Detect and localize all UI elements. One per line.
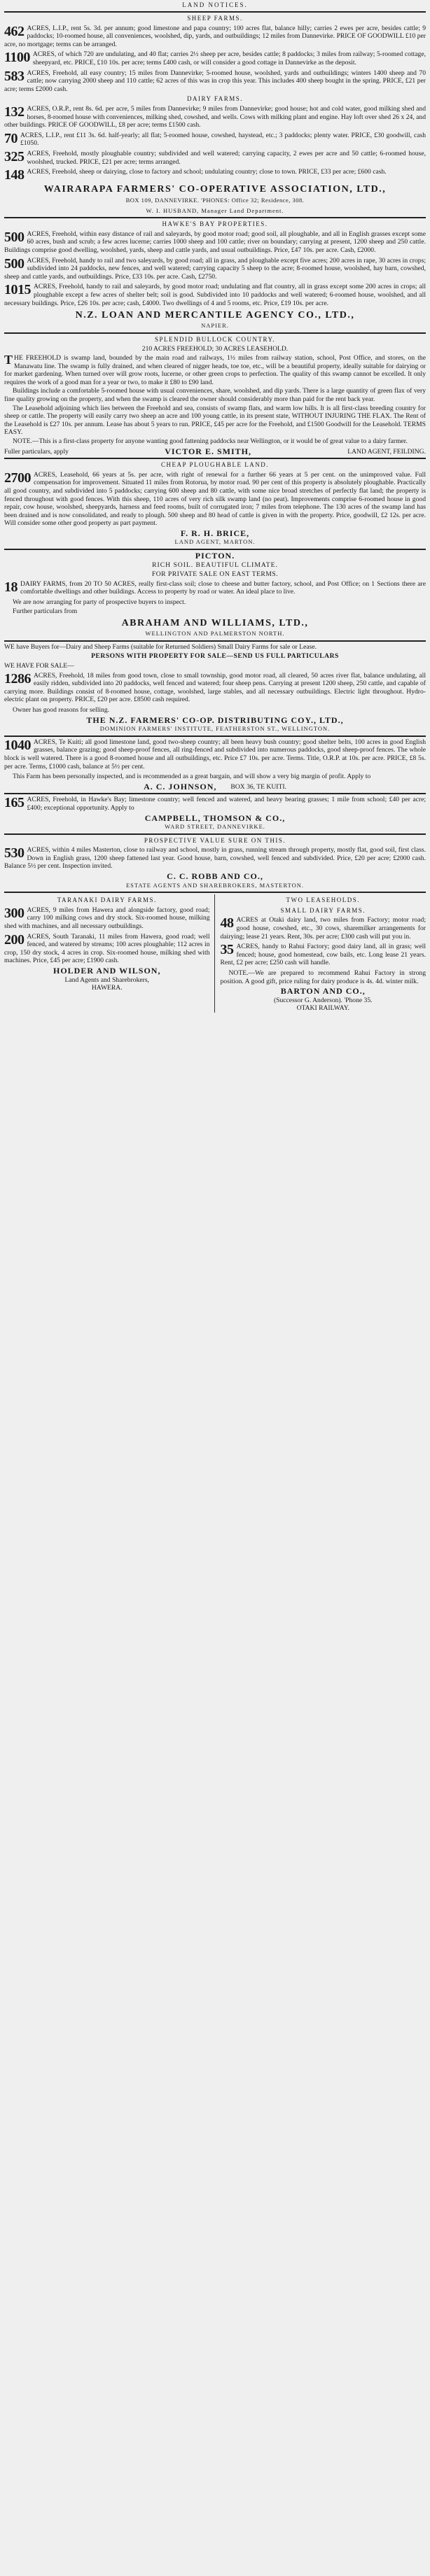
left-column (4, 894, 215, 1013)
drop-cap: T (4, 353, 13, 367)
listing-text: ACRES, Freehold, handy to rail and saleyards, by good motor road; undulating and flat country, all in grass except some 200 acres in crops; all ploughable except a few acres of shelter belt; soil is good. Subdivided into 10 paddocks and well watered; 6-roomed house, woolshed, and all necessary buildings. Price, £26 10s. per acre; cash, £4000. Two dwellings of 4 and 5 rooms, etc. Price, £19 10s. per acre. (4, 283, 426, 307)
divider (4, 332, 426, 334)
acreage: 325 (4, 148, 25, 164)
divider (4, 217, 426, 218)
agent-location: WARD STREET, DANNEVIRKE. (165, 823, 265, 831)
listing (4, 796, 426, 812)
acreage: 132 (4, 104, 25, 120)
agent-location: HAWERA. (91, 984, 123, 992)
listing (4, 580, 426, 596)
section-header-sheep: SHEEP FARMS. (187, 15, 243, 22)
body-paragraph: We are now arranging for party of prospective buyers to inspect. (13, 598, 186, 607)
section-header-bullock: SPLENDID BULLOCK COUNTRY. (154, 335, 276, 343)
right-column (221, 894, 426, 1013)
listing (4, 50, 426, 66)
agent-location: ESTATE AGENTS AND SHAREBROKERS, MASTERTON. (125, 881, 305, 889)
section-subheader: RICH SOIL. BEAUTIFUL CLIMATE. (152, 561, 278, 569)
body-paragraph: The Leasehold adjoining which lies between the Freehold and sea, consists of swamp flats, and warm low hills. It is all first-class breeding country for sheep or cattle. The property will easily carry two sheep an acre and 100 young cattle, in its present state, WITHOUT INJURING THE FLAX. The Rent of the Leasehold is £27 10s. per annum. Lease has about 5 years to run. PRICE, £45 per acre for the Freehold, and £1500 Goodwill for the Leasehold. TERMS EASY. (4, 404, 426, 437)
divider (4, 793, 426, 794)
acreage: 35 (220, 942, 234, 958)
listing-text: ACRES, Freehold, mostly ploughable country; subdivided and well watered; carrying capacity, 2 ewes per acre and 50 cattle; 6-roomed house, woolshed, trucked. PRICE, £21 per acre; terms arranged. (27, 149, 426, 166)
listing (4, 105, 426, 129)
body-paragraph (4, 354, 426, 386)
acreage: 18 (4, 579, 18, 595)
listing-text: ACRES, Freehold, within easy distance of rail and saleyards, by good motor road; good soil, all ploughable, and all in English grasses except some 60 acres, bush and scrub; a few acres lucerne; carries 1000 sheep and 100 cattle; river on boundary; carrying at present, 1200 sheep and 250 cattle. Buildings comprise good dwelling, woolshed, yards, sheep and cattle yards, and usual outbuildings. Price, £47 10s. per acre. Cash, £2000. (4, 230, 426, 255)
listing-text: ACRES, South Taranaki, 11 miles from Hawera, good road; well fenced, and watered by streams; 100 acres ploughable; 112 acres in crop, 150 dry stock, 4 acres in crop. Six-roomed house, milking shed with machines. Price, £45 per acre; £1900 cash. (4, 932, 210, 965)
section-header-picton: PICTON. (195, 551, 235, 561)
agent-name: A. C. JOHNSON, (144, 781, 217, 791)
listing-text: ACRES, handy to Rahui Factory; good dairy land, all in grass; well fenced; house, good homestead, cow bails, etc. Long lease 21 years. Rent, £2 per acre; £250 cash will handle. (220, 943, 426, 967)
acreage: 148 (4, 167, 25, 183)
agent-role: LAND AGENT, FEILDING. (347, 447, 426, 456)
section-header-hawkes-bay: HAWKE'S BAY PROPERTIES. (162, 220, 268, 228)
acreage: 500 (4, 229, 25, 245)
agent-role: (Successor G. Anderson). 'Phone 35. (273, 996, 373, 1004)
acreage: 2700 (4, 470, 31, 486)
listing-text: ACRES, Freehold, in Hawke's Bay; limestone country; well fenced and watered, and heavy bearing grasses; 1 mile from school; £40 per acre; £400; exceptional opportunity. Apply to (27, 796, 426, 812)
agent-location: NAPIER. (201, 322, 229, 330)
section-subheader: FOR PRIVATE SALE ON EAST TERMS. (151, 570, 279, 579)
listing-text: ACRES, 9 miles from Hawera and alongside factory, good road; carry 100 milking cows and dry stock. Six-roomed house, milking shed with machines, and all necessary outbuildings. (4, 906, 210, 931)
listing (4, 168, 426, 181)
listing (4, 132, 426, 148)
divider (4, 458, 426, 459)
divider (4, 892, 426, 893)
divider (4, 736, 426, 737)
divider (4, 11, 426, 13)
acreage: 500 (4, 255, 25, 272)
signature-row (4, 783, 426, 791)
listing (4, 230, 426, 255)
listing (4, 24, 426, 49)
body-paragraph: This Farm has been personally inspected, and is recommended as a great bargain, and will show a very big margin of profit. Apply to (13, 773, 371, 781)
signature-row (4, 448, 426, 456)
agent-name: F. R. H. BRICE, (180, 528, 250, 538)
agent-name: ABRAHAM AND WILLIAMS, LTD., (121, 618, 309, 629)
divider (4, 640, 426, 642)
listing (221, 943, 426, 967)
agent-name: THE N.Z. FARMERS' CO-OP. DISTRIBUTING COY., LTD., (86, 715, 344, 725)
listing-text: DAIRY FARMS, from 20 TO 50 ACRES, really first-class soil; close to cheese and butter factory, school, and Post Office; on 1 Sections there are comfortable dwellings and other buildings. Access to property by road or water. An ideal place to live. (20, 579, 426, 596)
acreage: 70 (4, 130, 18, 146)
acreage: 200 (4, 931, 25, 948)
body-paragraph: NOTE.—This is a first-class property for anyone wanting good fattening paddocks near Wellington, or it would be of great value to a dairy farmer. (13, 437, 408, 445)
listing-text: ACRES, Freehold, handy to rail and two saleyards, by good road; all in grass, and ploughable except five acres; 200 acres in rape, 30 acres in crops; subdivided into 24 paddocks, new fences, and well watered; carrying capacity 5 sheep to the acre; 8-roomed house, woolshed, hay barn, cowshed, sheep and cattle yards, and outbuildings. Price, £33 10s. per acre. Cash, £2750. (4, 256, 426, 281)
listing-text: ACRES, O.R.P., rent 8s. 6d. per acre, 5 miles from Dannevirke; 9 miles from Dannevirke; good house; hot and cold water, good milking shed and horses, 8-roomed house with conveniences, milking shed, cowshed, and wells. Cows with milking plant and engine. Hay loft over shed 26 x 24, and other buildings. PRICE OF GOODWILL, £8 per acre; terms £1500 cash. (4, 104, 426, 129)
listing (4, 471, 426, 528)
listing-text: ACRES, Leasehold, 66 years at 5s. per acre, with right of renewal for a further 66 years at 5 per cent. on the unimproved value. Full compensation for improvement. Situated 11 miles from Rotorua, by motor road. 90 per cent of this property is absolutely ploughable. Practically all good country, and subdivided into 5 paddocks; carrying 600 sheep and 80 cattle, with some nice broad stretches of perfectly flat land; the property is fenced throughout with good fences. With this sheep, 110 acres of very rich silk swamp land (no peat). Improvements comprise 6-roomed house in good repair, cow house, woolshed, sheepyards, harness and feed rooms, built of corrugated iron; 7 miles from telephone. The 130 acres of the swamp land has been drained and is now consolidated, and ready to plough. 500 sheep and 80 head of cattle is given in with the property. Price, goodwill, £2 12s. per acre. Will consider some other good property as part payment. (4, 470, 426, 528)
section-header-taranaki: TARANAKI DAIRY FARMS. (57, 896, 157, 904)
agent-name: HOLDER AND WILSON, (53, 966, 161, 976)
acreage: 1015 (4, 282, 31, 298)
listing (4, 846, 426, 871)
acreage: 300 (4, 905, 25, 921)
section-header-leaseholds: TWO LEASEHOLDS. (286, 896, 360, 904)
listing (4, 150, 426, 166)
agent-location: DOMINION FARMERS' INSTITUTE, FEATHERSTON ST., WELLINGTON. (99, 725, 331, 733)
acreage: 530 (4, 845, 25, 861)
acreage: 1286 (4, 670, 31, 687)
apply-text: Fuller particulars, apply (4, 447, 69, 456)
listing-text: ACRES, L.I.P., rent £11 3s. 6d. half-yearly; all flat; 5-roomed house, cowshed, haystead, etc.; 3 paddocks; plenty water. PRICE, £30 goodwill, cash £1050. (20, 131, 426, 148)
listing (4, 906, 210, 931)
listing-text: ACRES, within 4 miles Masterton, close to railway and school, mostly in grass, running stream through property, mostly flat, good soil, first class. Down in English grass, 1200 sheep fattened last year. Good house, barn, cowshed, well fenced and subdivided. Price, £20 per acre; £2000 cash. Balance 5½ per cent. Inspection invited. (4, 846, 426, 871)
body-text: HE FREEHOLD is swamp land, bounded by the main road and railways, 1½ miles from railway station, school, Post Office, and stores, on the Manawatu line. The swamp is fully drained, and when cleared of nigger heads, toe toe, etc., will be a beautiful property, ideally suitable for dairying or for market gardening. When turned over will grow roots, lucerne, or other green crops to perfection. The quality of this swamp cannot be excelled. It only requires the work of a good man for a year or two, to make it £80 to £90 land. (4, 354, 426, 386)
section-subheader: PERSONS WITH PROPERTY FOR SALE—SEND US FULL PARTICULARS (91, 652, 339, 661)
listing-text: ACRES at Otaki dairy land, two miles from Factory; motor road; good house, cowshed, etc., 30 cows, sharemilker arrangements for dairying; lease 21 years. Rent, 30s. per acre; £300 cash will put you in. (220, 916, 426, 941)
listing (4, 672, 426, 704)
acreage: 1100 (4, 50, 30, 66)
agent-name: BARTON AND CO., (280, 986, 366, 997)
body-paragraph: NOTE.—We are prepared to recommend Rahui Factory in strong position. A good gift, price ruling for dairy produce is 4s. 4d. winter milk. (220, 969, 426, 985)
listing (221, 916, 426, 941)
body-paragraph: WE have Buyers for—Dairy and Sheep Farms (suitable for Returned Soldiers) Small Dairy Farms for sale or Lease. (4, 642, 317, 651)
body-paragraph: Buildings include a comfortable 5-roomed house with usual conveniences, share, woolshed, and dip yards. There is a large quantity of green flax of very fine quality growing on the property, and when the swamp is cleared the owner should considerably more than paid for the rent back year. (4, 387, 426, 403)
agent-name: N.Z. LOAN AND MERCANTILE AGENCY CO., LTD., (75, 310, 355, 321)
agent-location: WELLINGTON AND PALMERSTON NORTH. (145, 630, 285, 638)
agent-name: C. C. ROBB AND CO., (167, 871, 263, 882)
acreage: 48 (220, 915, 234, 931)
listing (4, 257, 426, 281)
listing-text: ACRES, Te Kuiti; all good limestone land, good two-sheep country; all been heavy bush country; good shelter belts, 100 acres in good English grasses, balance grazing; good sheep-proof fences, all ring-fenced and subdivided into numerous paddocks, good sheep-proof fences. The whole block is well watered. There is a good 8-roomed house and all outbuildings, etc. Price £7 10s. per acre. Terms. Title, O.R.P. at 10s. per acre. PRICE, £8 5s. per acre. Terms, £1000 cash, balance at 5½ per cent. (4, 738, 426, 770)
acreage: 583 (4, 68, 25, 84)
section-header-prospective: PROSPECTIVE VALUE SURE ON THIS. (144, 836, 286, 844)
page-title: LAND NOTICES. (182, 1, 248, 8)
section-header-dairy: DAIRY FARMS. (186, 95, 243, 103)
agent-location: OTAKI RAILWAY. (296, 1004, 349, 1013)
agent-name: CAMPBELL, THOMSON & CO., (144, 812, 286, 823)
body-paragraph: Further particulars from (13, 607, 78, 615)
two-column-block (4, 894, 426, 1013)
listing-text: ACRES, Freehold, sheep or dairying, close to factory and school; undulating country; close to town. PRICE, £33 per acre; £600 cash. (27, 168, 387, 176)
listing (4, 69, 426, 94)
agent-contact: BOX 109, DANNEVIRKE. 'PHONES: Office 32; Residence, 308. (125, 197, 305, 204)
agent-manager: W. I. HUSBAND, Manager Land Department. (146, 206, 284, 214)
section-subheader: 210 ACRES FREEHOLD; 30 ACRES LEASEHOLD. (141, 345, 289, 353)
divider (4, 549, 426, 550)
agent-location: LAND AGENT, MARTON. (174, 538, 256, 546)
agent-location: BOX 36, TE KUITI. (230, 782, 286, 791)
section-header-cheap: CHEAP PLOUGHABLE LAND. (161, 461, 269, 469)
listing-text: ACRES, of which 720 are undulating, and 40 flat; carries 2½ sheep per acre, besides cattle; 8 paddocks; 3 miles from railway; 5-roomed cottage, sheepyard, etc. PRICE, £10 10s. per acre; terms £400 cash, or will consider a good cottage in Dannevirke as the deposit. (32, 50, 426, 66)
agent-name: VICTOR E. SMITH, (165, 446, 251, 456)
body-paragraph: Owner has good reasons for selling. (13, 705, 110, 714)
listing (4, 738, 426, 770)
listing (4, 933, 210, 965)
agent-role: Land Agents and Sharebrokers, (64, 976, 149, 984)
listing-text: ACRES, Freehold, 18 miles from good town, close to small township, good motor road, all cleared, 50 acres river flat, balance undulating, all easily ridden, subdivided into 20 paddocks, well fenced and watered; four sheep pens. Carrying at present 1200 sheep, 250 cattle, and capable of carrying more. Buildings consist of 8-roomed house, cottage, woolshed, large stables, and all necessary outbuildings. Electric light throughout. Hydro-electric plant on property. PRICE, £20 per acre. £8500 cash required. (4, 671, 426, 704)
acreage: 1040 (4, 737, 31, 753)
listing (4, 283, 426, 307)
section-subheader: WE HAVE FOR SALE— (4, 662, 74, 670)
listing-text: ACRES, Freehold, all easy country; 15 miles from Dannevirke; 5-roomed house, woolshed, yards and outbuildings; winters 1400 sheep and 70 cattle; now carrying 2000 sheep and 110 cattle; 62 acres of this was in crop this year. This includes 400 sheep bought in the spring. PRICE, £21 per acre; terms £2000 cash. (4, 69, 426, 93)
acreage: 462 (4, 23, 25, 39)
listing-text: ACRES, L.I.P., rent 5s. 3d. per annum; good limestone and papa country; 100 acres flat, balance hilly; carries 2 ewes per acre, besides cattle; 9 paddocks; 10-roomed house, all conveniences, woolshed, dip, yards, and outbuildings; 12 miles from Dannevirke. PRICE OF GOODWILL £10 per acre, no mortgage; terms can be arranged. (4, 24, 426, 48)
acreage: 165 (4, 795, 25, 811)
divider (4, 833, 426, 835)
section-header-small-dairy: SMALL DAIRY FARMS. (280, 906, 366, 914)
agent-name: WAIRARAPA FARMERS' CO-OPERATIVE ASSOCIATION, LTD., (43, 184, 387, 195)
